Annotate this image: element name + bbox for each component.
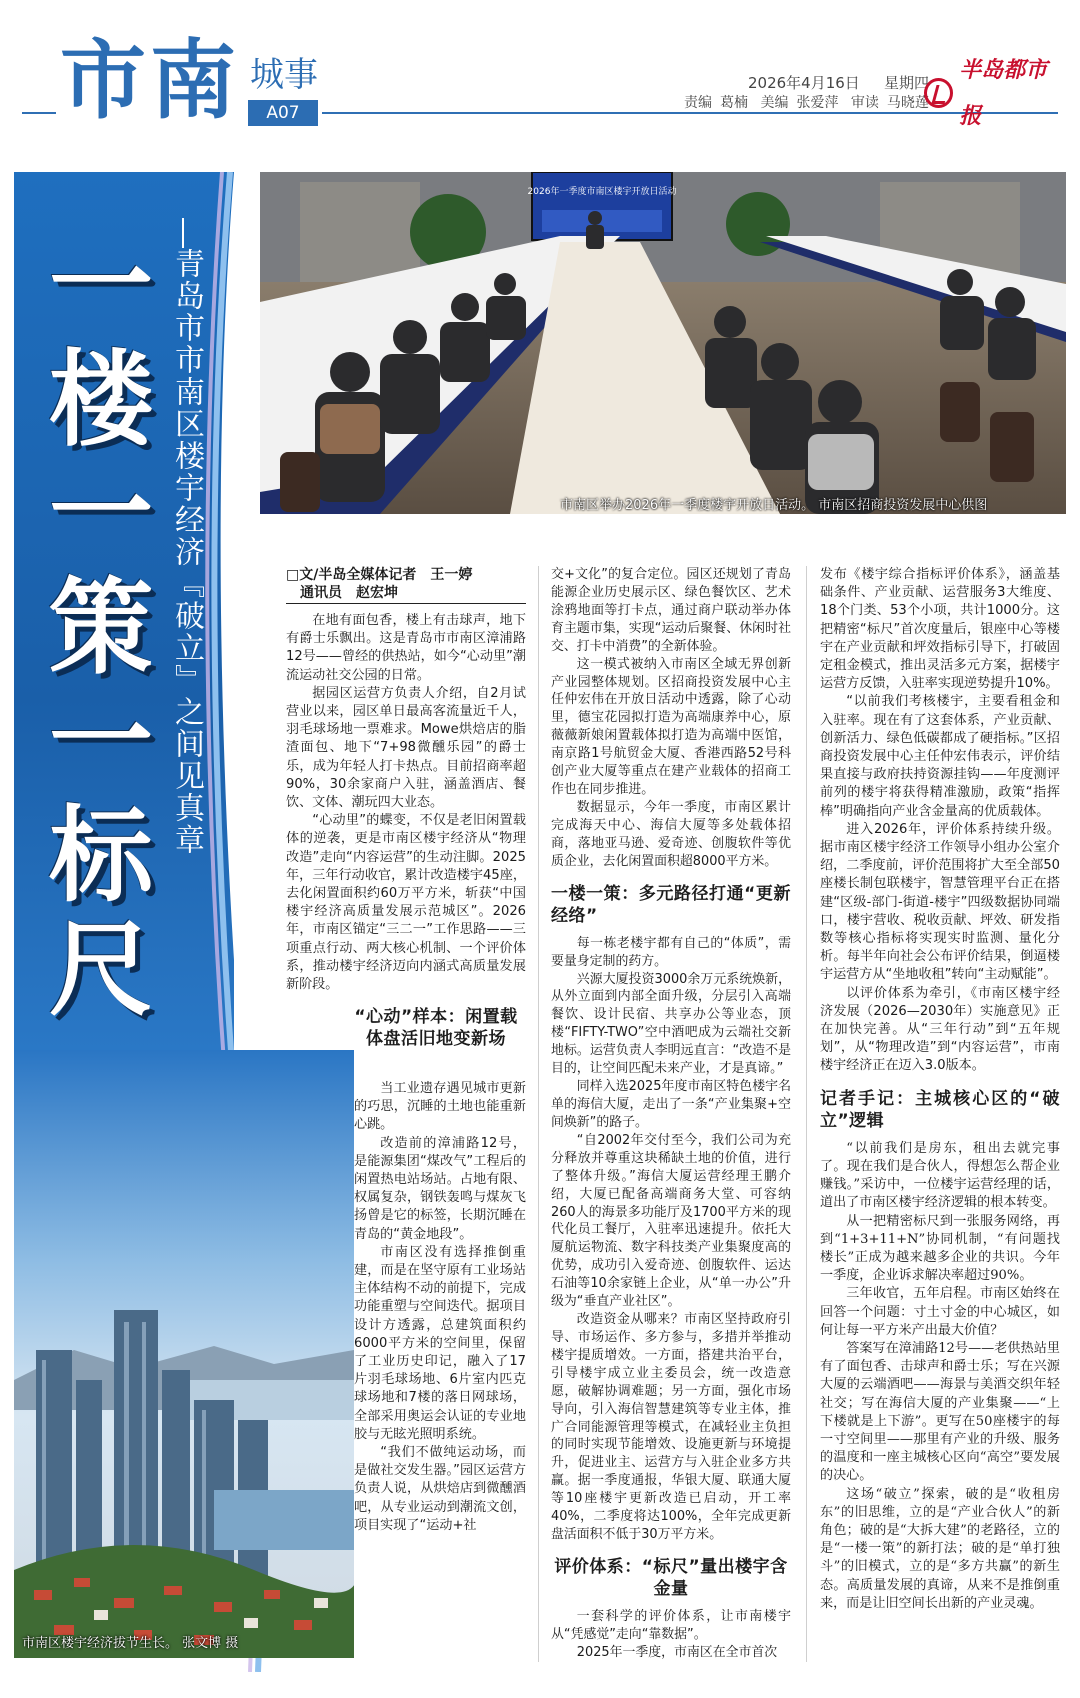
editor-role: 责编 bbox=[684, 95, 712, 111]
meeting-photo-caption: 市南区举办2026年一季度楼宇开放日活动。 市南区招商投资发展中心供图 bbox=[560, 498, 988, 513]
column-divider bbox=[806, 566, 807, 1662]
screen-text: 2026年一季度市南区楼宇开放日活动 bbox=[527, 187, 677, 197]
paragraph: 进入2026年，评价体系持续升级。据市南区楼宇经济工作领导小组办公室介绍，二季度前，评价范围将扩大至全部50座楼长制包联楼宇，智慧管理平台正在搭建“区级-部门-街道-楼宇”四级数据协同端口，楼宇营收、税收贡献、坪效、研发指数等核心指标将实现实时监测、量化分析。每半年向社会公布评价结果，倒逼楼宇运营方从“坐地收租”转向“主动赋能”。 bbox=[820, 821, 1060, 983]
editor-name: 马晓莲 bbox=[886, 95, 929, 111]
meeting-photo bbox=[260, 172, 1066, 514]
paragraph: 交+文化”的复合定位。园区还规划了青岛能源企业历史展示区、绿色餐饮区、艺术涂鸦地面等打卡点，通过商户联动举办体育主题市集，实现“运动后聚餐、休闲时社交、打卡中消费”的全新体验。 bbox=[551, 567, 791, 654]
subheadline-dash bbox=[182, 218, 184, 248]
paragraph: 当工业遗存遇见城市更新的巧思，沉睡的土地也能重新心跳。 bbox=[354, 1081, 526, 1133]
paragraph: 这一模式被纳入市南区全域无界创新产业园整体规划。区招商投资发展中心主任仲宏伟在开放日活动中透露，除了心动里，德宝花园拟打造为高端康养中心，原薇薇新娘闲置载体拟打造为高端中医馆，南京路1号航贸金大厦、香港西路52号科创产业大厦等重点在建产业载体的招商工作也在同步推进。 bbox=[551, 656, 791, 798]
paragraph: “自2002年交付至今，我们公司为充分释放并尊重这块稀缺土地的价值，进行了整体升级。”海信大厦运营经理王鹏介绍，大厦已配备高端商务大堂、可容纳260人的海景多功能厅及1700平方米的现代化员工餐厅，入驻率迅速提升。依托大厦航运物流、数字科技类产业集聚度高的优势，成功引入爱奇迹、创腹软件、运达石油等10余家链上企业，从“单一办公”升级为“垂直产业社区”。 bbox=[551, 1132, 791, 1310]
column-divider bbox=[538, 566, 539, 1662]
paragraph: 据园区运营方负责人介绍，自2月试营业以来，园区单日最高客流量近千人，羽毛球场地一票难求。Mowe烘焙店的脂渣面包、地下“7+98微醺乐园”的爵士乐，成为年轻人打卡热点。目前招商率超90%，30余家商户入驻，涵盖酒店、餐饮、文体、潮玩四大业态。 bbox=[286, 685, 526, 811]
header-rule-left bbox=[22, 112, 56, 114]
paragraph: 答案写在漳浦路12号——老供热站里有了面包香、击球声和爵士乐；写在兴源大厦的云端酒吧——海景与美酒交织年轻社交；写在海信大厦的产业集聚——“上下楼就是上下游”。更写在50座楼宇的每一寸空间里——那里有产业的升级、服务的温度和一座主城核心区向“高空”要发展的决心。 bbox=[820, 1340, 1060, 1484]
article-column-1-lower bbox=[354, 1080, 526, 1535]
byline-rule bbox=[286, 603, 526, 604]
paragraph: 改造前的漳浦路12号，是能源集团“煤改气”工程后的闲置热电站场站。占地有限、权属复杂，钢铁轰鸣与煤灰飞扬曾是它的标签，长期沉睡在青岛的“黄金地段”。 bbox=[354, 1135, 526, 1242]
newspaper-masthead bbox=[924, 57, 1066, 129]
subheadline: 青岛市市南区楼宇经济『破立』之间见真章 bbox=[169, 248, 204, 856]
paragraph: 从一把精密标尺到一张服务网络，再到“1+3+11+N”协同机制，“有问题找楼长”正成为越来越多企业的共识。今年一季度，企业诉求解决率超过90%。 bbox=[820, 1213, 1060, 1284]
byline-reporter: □文/半岛全媒体记者 王一婷 bbox=[286, 567, 473, 583]
paragraph: 以评价体系为牵引，《市南区楼宇经济发展（2026—2030年）实施意见》正在加快完善。从“三年行动”到“五年规划”，从“物理改造”到“内容运营”，市南楼宇经济正在迈入3.0版本。 bbox=[820, 985, 1060, 1074]
page-number-badge: A07 bbox=[248, 100, 318, 126]
byline bbox=[286, 566, 526, 602]
paragraph: 在地有面包香，楼上有击球声，地下有爵士乐飘出。这是青岛市市南区漳浦路12号——曾经的供热站，如今“心动里”潮流运动社交公园的日常。 bbox=[286, 613, 526, 683]
paragraph: “以前我们是房东，租出去就完事了。现在我们是合伙人，得想怎么帮企业赚钱。”采访中，一位楼宇运营经理的话，道出了市南区楼宇经济逻辑的根本转变。 bbox=[820, 1140, 1060, 1211]
paragraph: 同样入选2025年度市南区特色楼宇名单的海信大厦，走出了一条“产业集聚+空间焕新”的路子。 bbox=[551, 1079, 791, 1130]
paragraph: 市南区没有选择推倒重建，而是在坚守原有工业场站主体结构不动的前提下，完成功能重塑与空间迭代。据项目设计方透露，总建筑面积约6000平方米的空间里，保留了工业历史印记，融入了17片羽毛球场地、6片室内匹克球场地和7楼的落日网球场，全部采用奥运会认证的专业地胶与无眩光照明系统。 bbox=[354, 1244, 526, 1442]
publication-weekday: 星期四 bbox=[884, 74, 930, 92]
meeting-photo-illustration bbox=[260, 172, 1066, 514]
city-photo-caption: 市南区楼宇经济拔节生长。 张文博 摄 bbox=[22, 1636, 239, 1651]
masthead-logo-icon bbox=[924, 78, 953, 108]
paragraph: 三年收官，五年启程。市南区始终在回答一个问题：寸土寸金的中心城区，如何让每一平方米产出最大价值？ bbox=[820, 1286, 1060, 1338]
paragraph: “以前我们考核楼宇，主要看租金和入驻率。现在有了这套体系，产业贡献、创新活力、绿色低碳都成了硬指标。”区招商投资发展中心主任仲宏伟表示，评价结果直接与政府扶持资源挂钩——年度测评前列的楼宇将获得精准激励，政策“指挥棒”明确指向产业含金量高的优质载体。 bbox=[820, 694, 1060, 819]
editor-credits bbox=[684, 92, 937, 112]
section-name: 市南 bbox=[60, 31, 240, 131]
paragraph: 发布《楼宇综合指标评价体系》，涵盖基础条件、产业贡献、运营服务3大维度、18个门类、53个小项，共计1000分。这把精密“标尺”首次度量后，银座中心等楼宇在产业贡献和坪效指标引导下，打破固定租金模式，推出灵活多元方案，据楼宇运营方反馈，入驻率实现逆势提升10%。 bbox=[820, 567, 1060, 692]
masthead-text: 半岛都市报 bbox=[959, 57, 1048, 129]
section-heading: 记者手记：主城核心区的“破立”逻辑 bbox=[820, 1088, 1060, 1131]
city-skyline-photo bbox=[14, 1050, 354, 1658]
paragraph: “心动里”的蝶变，不仅是老旧闲置载体的逆袭，更是市南区楼宇经济从“物理改造”走向“内容运营”的生动注脚。2025年，三年行动收官，累计改造楼宇45座，去化闲置面积约60万平方米，斩获“中国楼宇经济高质量发展示范城区”。2026年，市南区锚定“三二一”工作思路——三项重点行动、两大核心机制、一个评价体系，推动楼宇经济迈向内涵式高质量发展新阶段。 bbox=[286, 813, 526, 993]
article-column-2 bbox=[551, 566, 791, 1662]
article-column-3 bbox=[820, 566, 1060, 1613]
paragraph: 这场“破立”探索，破的是“收租房东”的旧思维，立的是“产业合伙人”的新角色；破的是“大拆大建”的老路径，立的是“一楼一策”的新打法；破的是“单打独斗”的旧模式，立的是“多方共赢”的新生态。高质量发展的真谛，从来不是推倒重来，而是让旧空间长出新的产业灵魂。 bbox=[820, 1486, 1060, 1611]
publication-date: 2026年4月16日 bbox=[748, 74, 860, 92]
subsection-name: 城事 bbox=[250, 55, 318, 95]
paragraph: 兴源大厦投资3000余万元系统焕新，从外立面到内部全面升级，分层引入高端餐饮、设计民宿、共享办公等业态，顶楼“FIFTY-TWO”空中酒吧成为云端社交新地标。运营负责人李明远直言：“改造不是目的，让空间匹配未来产业，才是真谛。” bbox=[551, 971, 791, 1077]
editor-name: 张爱萍 bbox=[796, 95, 839, 111]
paragraph: 改造资金从哪来？市南区坚持政府引导、市场运作、多方参与，多措并举推动楼宇提质增效。一方面，搭建共治平台，引导楼宇成立业主委员会，统一改造意愿，破解协调难题；另一方面，强化市场导向，引入海信智慧建筑等专业主体，推广合同能源管理等模式，在减轻业主负担的同时实现节能增效、设施更新与环境提升，促进业主、运营方与入驻企业多方共赢。据一季度通报，华银大厦、联通大厦等10座楼宇更新改造已启动，开工率40%，二季度将达100%，全年完成更新盘活面积不低于30万平方米。 bbox=[551, 1312, 791, 1543]
editor-role: 美编 bbox=[760, 95, 789, 111]
article-column-1 bbox=[286, 612, 526, 1058]
section-heading: 一楼一策：多元路径打通“更新经络” bbox=[551, 883, 791, 926]
section-heading: “心动”样本：闲置载体盘活旧地变新场 bbox=[354, 1007, 518, 1050]
headline: 一楼一策一标尺 bbox=[31, 230, 153, 1028]
paragraph: “我们不做纯运动场，而是做社交发生器。”园区运营方负责人说，从烘焙店到微醺酒吧，从专业运动到潮流文创，项目实现了“运动+社 bbox=[354, 1445, 526, 1533]
editor-name: 葛楠 bbox=[720, 95, 748, 111]
paragraph: 每一栋老楼宇都有自己的“体质”，需要量身定制的药方。 bbox=[551, 935, 791, 969]
editor-role: 审读 bbox=[850, 95, 879, 111]
paragraph: 2025年一季度，市南区在全市首次 bbox=[576, 1644, 778, 1660]
city-skyline-illustration bbox=[14, 1050, 354, 1658]
page-header bbox=[0, 0, 1080, 168]
paragraph: 一套科学的评价体系，让市南楼宇从“凭感觉”走向“靠数据”。 bbox=[551, 1609, 791, 1642]
section-heading: 评价体系：“标尺”量出楼宇含金量 bbox=[554, 1557, 788, 1600]
byline-correspondent: 通讯员 赵宏坤 bbox=[300, 585, 398, 601]
paragraph: 数据显示，今年一季度，市南区累计完成海天中心、海信大厦等多处载体招商，落地亚马逊、爱奇迹、创腹软件等优质企业，去化闲置面积超8000平方米。 bbox=[551, 799, 791, 869]
